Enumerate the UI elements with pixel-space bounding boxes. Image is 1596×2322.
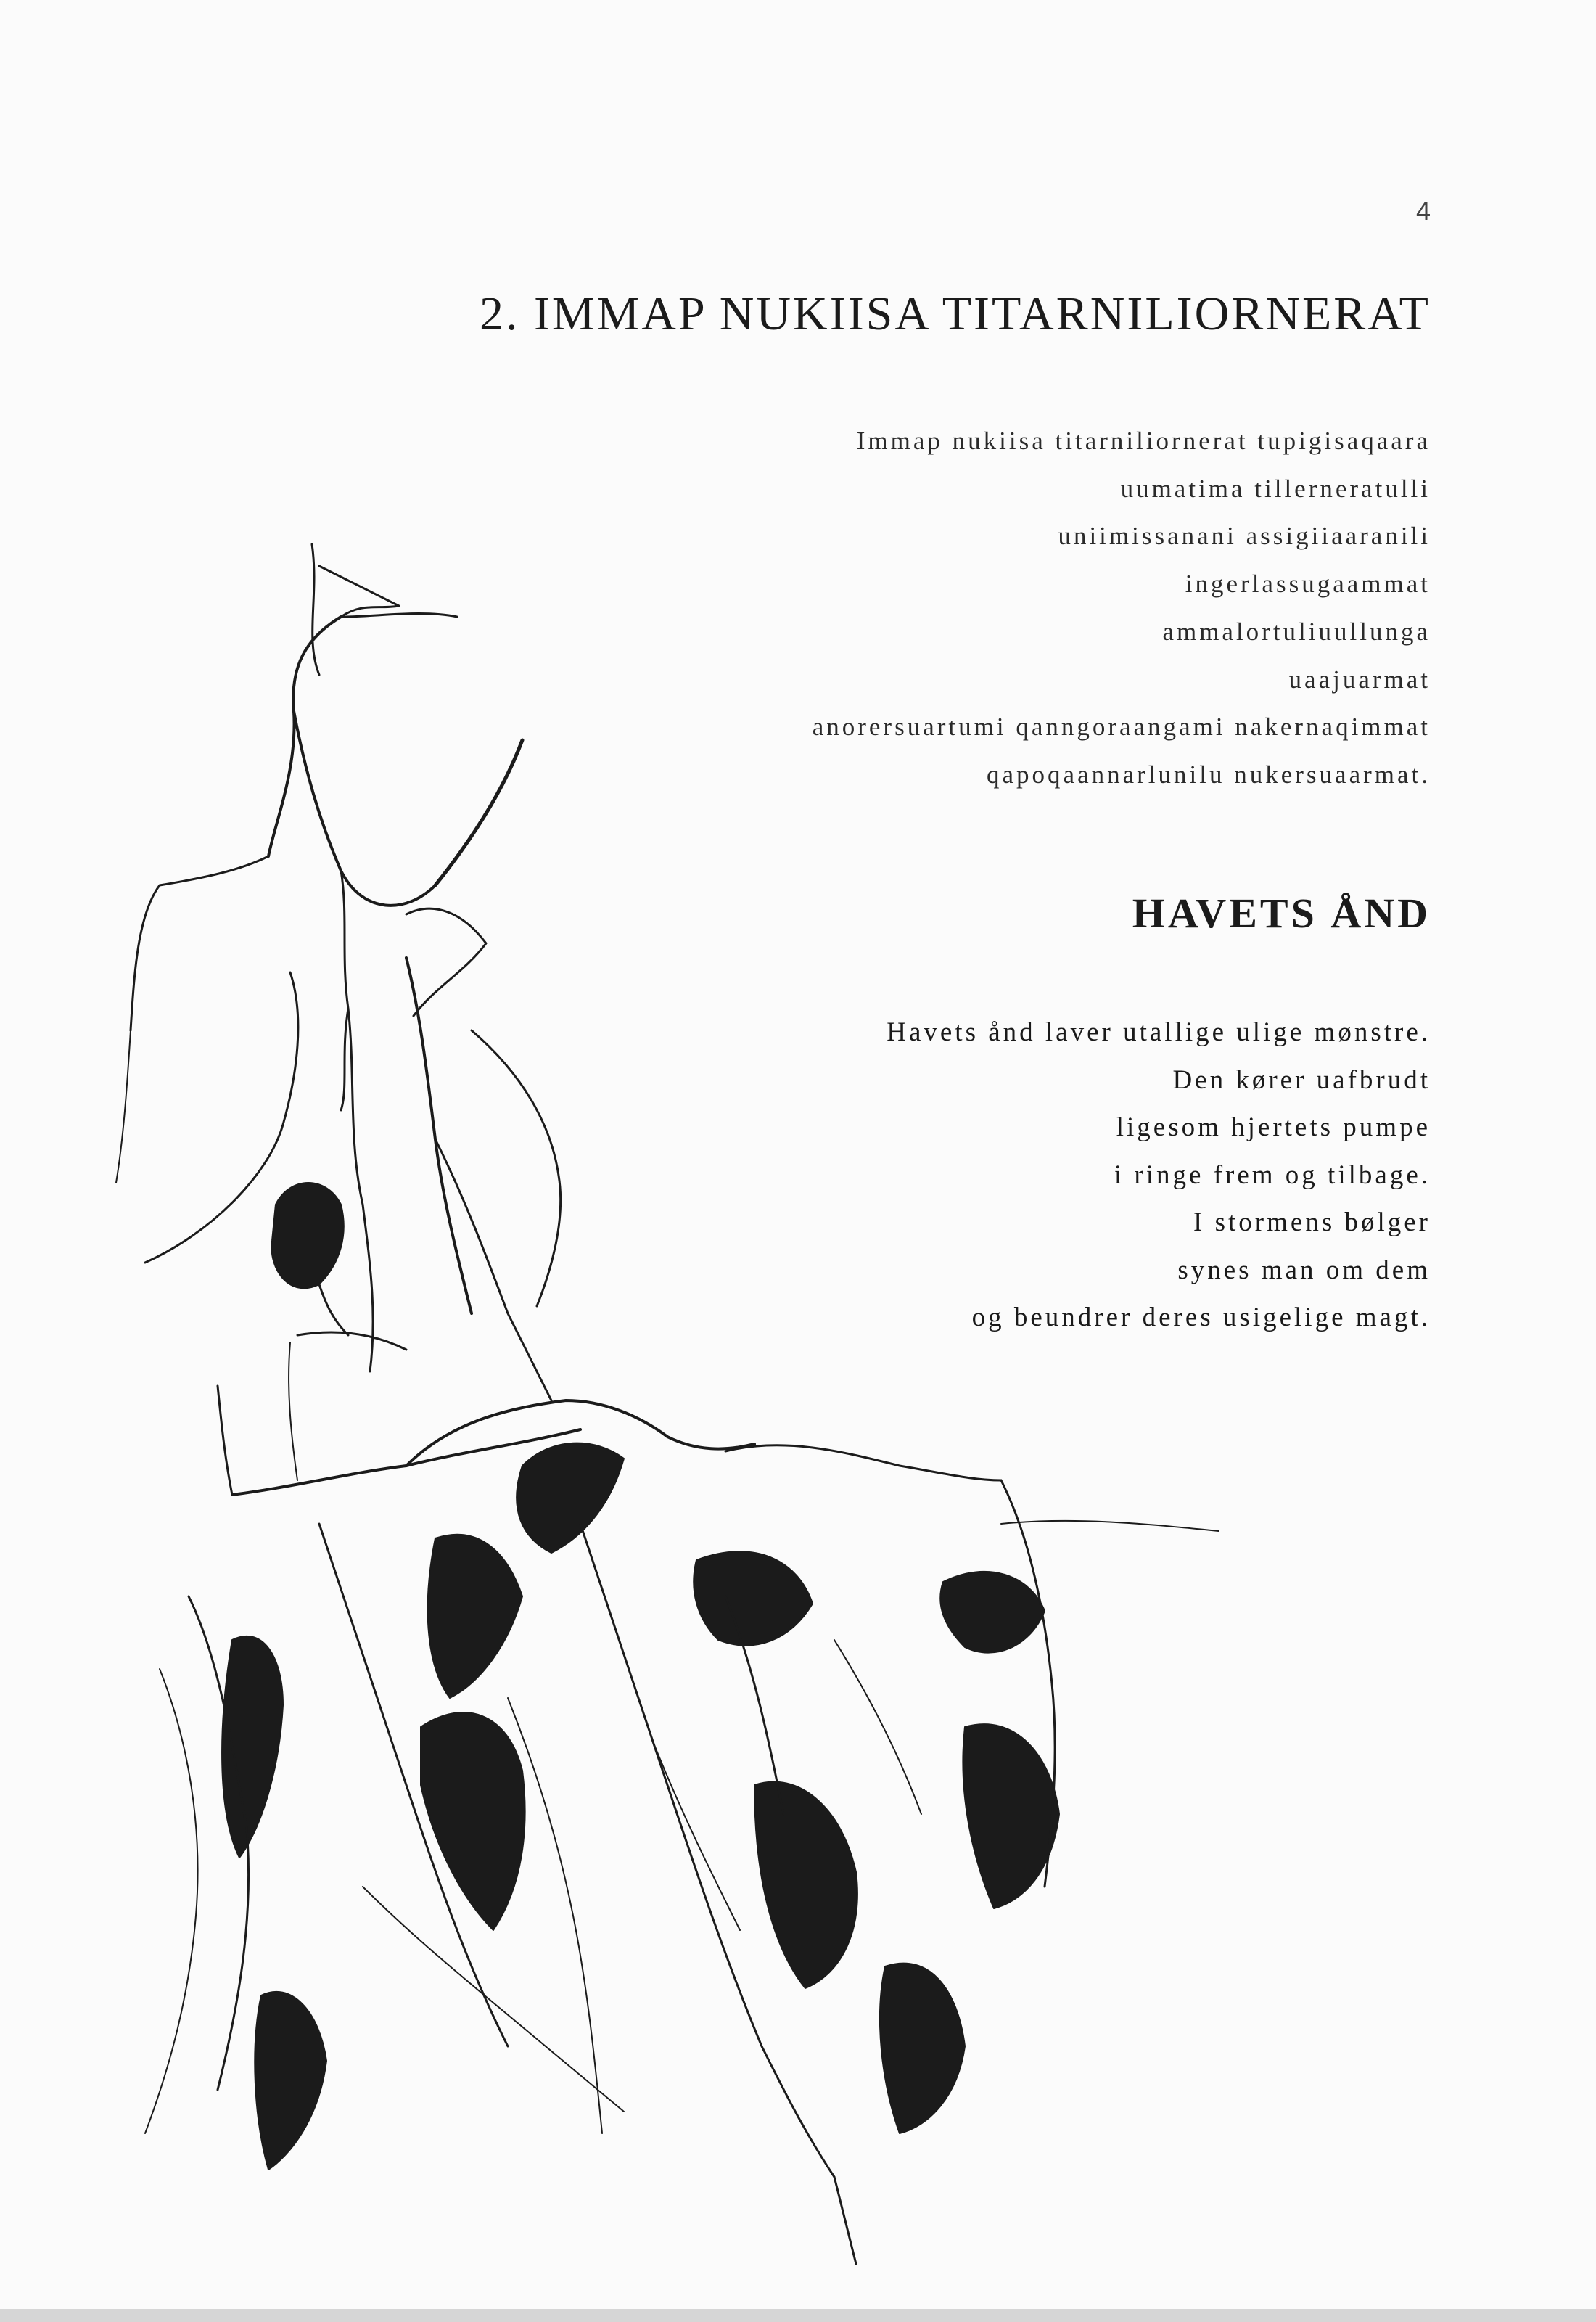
- poem-line: og beundrer deres usigelige magt.: [971, 1302, 1431, 1332]
- section-title: HAVETS ÅND: [1132, 890, 1431, 937]
- poem-line: Den kører uafbrudt: [1172, 1064, 1431, 1095]
- page-number: 4: [1415, 196, 1431, 226]
- poem-line: Havets ånd laver utallige ulige mønstre.: [887, 1017, 1431, 1047]
- poem-line: anorersuartumi qanngoraangami nakernaqimmat: [812, 713, 1431, 742]
- poem-line: uumatima tillerneratulli: [1120, 474, 1431, 503]
- poem-line: ligesom hjertets pumpe: [1116, 1112, 1431, 1142]
- page-title: 2. IMMAP NUKIISA TITARNILIORNERAT: [479, 287, 1431, 340]
- poem-line: i ringe frem og tilbage.: [1114, 1160, 1431, 1190]
- scan-shadow-edge: [0, 2293, 1596, 2322]
- ink-sketch-illustration: [0, 508, 1270, 2307]
- poem-line: qapoqaannarlunilu nukersuaarmat.: [987, 760, 1431, 789]
- poem-line: uniimissanani assigiiaaranili: [1058, 522, 1431, 551]
- poem-line: Immap nukiisa titarniliornerat tupigisaqaara: [856, 427, 1431, 455]
- poem-line: ammalortuliuullunga: [1162, 617, 1431, 646]
- poem-line: I stormens bølger: [1193, 1207, 1431, 1237]
- poem-line: ingerlassugaammat: [1185, 570, 1431, 599]
- poem-line: synes man om dem: [1177, 1255, 1431, 1285]
- poem-line: uaajuarmat: [1288, 665, 1431, 694]
